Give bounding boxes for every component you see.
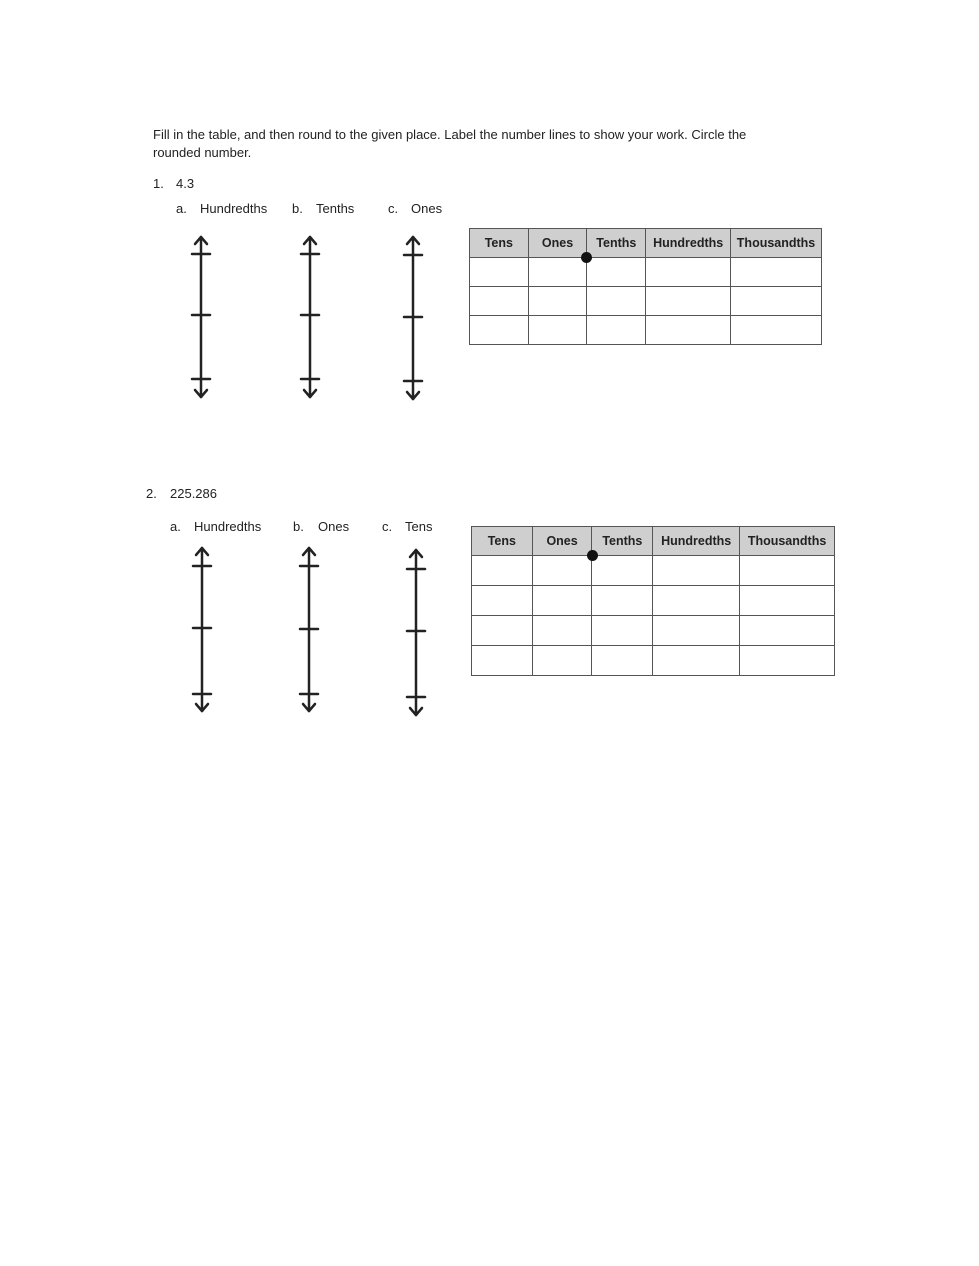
- problem-2-part-b-letter: b.: [293, 519, 304, 534]
- table-cell[interactable]: [646, 316, 731, 345]
- table-row: [472, 556, 835, 586]
- table-header-row: [472, 527, 835, 556]
- table-cell[interactable]: [528, 287, 587, 316]
- table-row: [470, 287, 822, 316]
- table-cell[interactable]: [532, 556, 592, 586]
- problem-2-number-line-c[interactable]: [401, 547, 431, 719]
- table-cell[interactable]: [592, 586, 653, 616]
- table-row: [472, 586, 835, 616]
- header-tens: Tens: [470, 229, 529, 258]
- header-tenths: Tenths: [592, 527, 653, 556]
- problem-1-part-a-place: Hundredths: [200, 201, 268, 216]
- table-cell[interactable]: [472, 646, 533, 676]
- problem-1-part-a-letter: a.: [176, 201, 187, 216]
- problem-1-value: 4.3: [176, 176, 195, 191]
- table-cell[interactable]: [528, 258, 587, 287]
- table-cell[interactable]: [740, 646, 835, 676]
- table-cell[interactable]: [472, 586, 533, 616]
- table-cell[interactable]: [592, 556, 653, 586]
- problem-1-number-line-c[interactable]: [398, 234, 428, 404]
- table-cell[interactable]: [731, 258, 822, 287]
- table-cell[interactable]: [472, 556, 533, 586]
- table-cell[interactable]: [587, 316, 646, 345]
- table-row: [470, 258, 822, 287]
- problem-2-number-line-b[interactable]: [294, 545, 324, 715]
- problem-2-number: 2.: [146, 486, 157, 501]
- header-hundredths: Hundredths: [646, 229, 731, 258]
- header-tenths: Tenths: [587, 229, 646, 258]
- header-thousandths: Thousandths: [740, 527, 835, 556]
- table-row: [472, 616, 835, 646]
- header-ones: Ones: [528, 229, 587, 258]
- table-cell[interactable]: [587, 287, 646, 316]
- problem-2-number-line-a[interactable]: [187, 545, 217, 715]
- problem-1-number: 1.: [153, 176, 164, 191]
- table-cell[interactable]: [528, 316, 587, 345]
- problem-2-part-c-letter: c.: [382, 519, 393, 534]
- instructions: Fill in the table, and then round to the given place. Label the number lines to show your work. Circle the rounded number.: [153, 127, 747, 160]
- table-cell[interactable]: [470, 258, 529, 287]
- table-cell[interactable]: [472, 616, 533, 646]
- problem-2-part-a-place: Hundredths: [194, 519, 262, 534]
- table-cell[interactable]: [470, 287, 529, 316]
- problem-2-part-b-place: Ones: [318, 519, 350, 534]
- table-cell[interactable]: [731, 287, 822, 316]
- table-cell[interactable]: [532, 646, 592, 676]
- table-cell[interactable]: [740, 556, 835, 586]
- problem-2-place-value-table: [471, 526, 835, 676]
- table-cell[interactable]: [592, 646, 653, 676]
- table-cell[interactable]: [740, 616, 835, 646]
- problem-2-value: 225.286: [170, 486, 217, 501]
- table-cell[interactable]: [532, 616, 592, 646]
- table-cell[interactable]: [731, 316, 822, 345]
- problem-1-part-c-letter: c.: [388, 201, 399, 216]
- table-cell[interactable]: [592, 616, 653, 646]
- problem-1-number-line-a[interactable]: [186, 234, 216, 402]
- header-ones: Ones: [532, 527, 592, 556]
- table-cell[interactable]: [532, 586, 592, 616]
- table-cell[interactable]: [587, 258, 646, 287]
- table-cell[interactable]: [470, 316, 529, 345]
- table-row: [472, 646, 835, 676]
- problem-1-place-value-table: [469, 228, 822, 345]
- decimal-point-dot: [587, 550, 598, 561]
- table-row: [470, 316, 822, 345]
- table-header-row: [470, 229, 822, 258]
- problem-1-number-line-b[interactable]: [295, 234, 325, 402]
- table-cell[interactable]: [653, 646, 740, 676]
- table-cell[interactable]: [653, 616, 740, 646]
- table-cell[interactable]: [646, 287, 731, 316]
- table-cell[interactable]: [646, 258, 731, 287]
- problem-1-part-c-place: Ones: [411, 201, 443, 216]
- decimal-point-dot: [581, 252, 592, 263]
- header-thousandths: Thousandths: [731, 229, 822, 258]
- table-cell[interactable]: [653, 586, 740, 616]
- problem-1-part-b-place: Tenths: [316, 201, 355, 216]
- table-cell[interactable]: [740, 586, 835, 616]
- header-hundredths: Hundredths: [653, 527, 740, 556]
- problem-1-part-b-letter: b.: [292, 201, 303, 216]
- header-tens: Tens: [472, 527, 533, 556]
- problem-2-part-c-place: Tens: [405, 519, 433, 534]
- problem-2-part-a-letter: a.: [170, 519, 181, 534]
- table-cell[interactable]: [653, 556, 740, 586]
